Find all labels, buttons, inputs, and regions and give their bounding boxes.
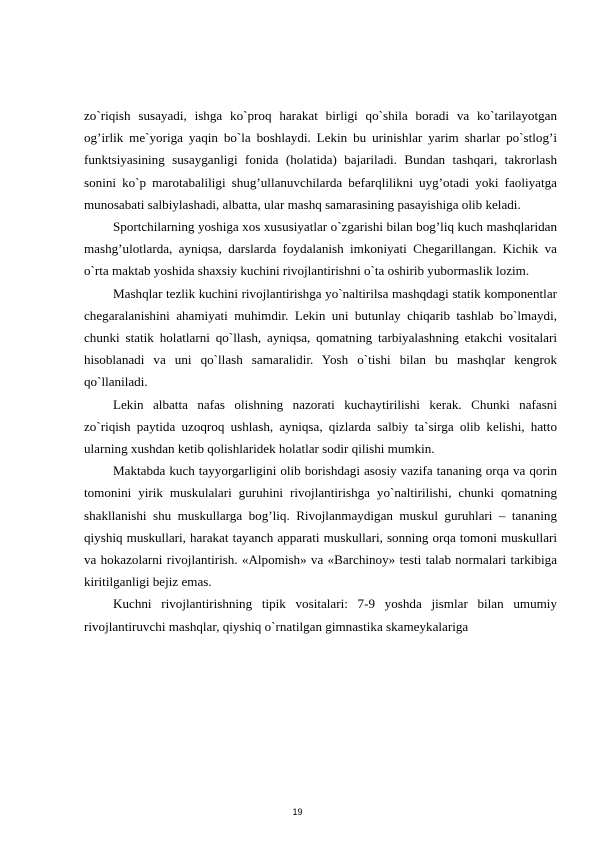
paragraph: Sportchilarning yoshiga xos xususiyatlar o`zgarishi bilan bog’liq kuch mashqlaridan mashg’ulotlarda, ayniqsa, darslarda foydalanish imkoniyati Chegarillangan. Kichik va o`rta maktab yoshida shaxsiy kuchini rivojlantirishni o`ta oshirib yubormaslik lozim. (84, 219, 557, 279)
document-body (84, 105, 557, 638)
paragraph: zo`riqish susayadi, ishga ko`proq harakat birligi qo`shila boradi va ko`tarilayotgan og’irlik me`yoriga yaqin bo`la boshlaydi. Lekin bu urinishlar yarim sharlar po`stlog’i funktsiyasining susayganligi fonida (holatida) bajariladi. Bundan tashqari, takrorlash sonini ko`p marotabaliligi shug’ullanuvchilarda befarqlilikni uyg’otadi yoki faoliyatga munosabati salbiylashadi, albatta, ular mashq samarasining pasayishiga olib keladi. (84, 108, 557, 212)
paragraph: Kuchni rivojlantirishning tipik vositalari: 7-9 yoshda jismlar bilan umumiy rivojlantiruvchi mashqlar, qiyshiq o`rnatilgan gimnastika skameykalariga (84, 596, 557, 634)
page-number: 19 (292, 807, 303, 817)
paragraph: Maktabda kuch tayyorgarligini olib borishdagi asosiy vazifa tananing orqa va qorin tomonini yirik muskulalari guruhini rivojlantirishga yo`naltirilishi, chunki qomatning shakllanishi shu muskullarga bog’liq. Rivojlanmaydigan muskul guruhlari – tananing qiyshiq muskullari, harakat tayanch apparati muskullari, sonning orqa tomoni muskullari va hokazolarni rivojlantirish. «Alpomish» va «Barchinoy» testi talab normalari tarkibiga kiritilganligi bejiz emas. (84, 463, 557, 590)
paragraph: Lekin albatta nafas olishning nazorati kuchaytirilishi kerak. Chunki nafasni zo`riqish paytida uzoqroq ushlash, ayniqsa, qizlarda salbiy ta`sirga olib kelishi, hatto ularning xushdan ketib qolishlaridek holatlar sodir qilishi mumkin. (84, 396, 557, 457)
paragraph: Mashqlar tezlik kuchini rivojlantirishga yo`naltirilsa mashqdagi statik komponentlar chegaralanishini ahamiyati muhimdir. Lekin uni butunlay chiqarib tashlab bo`lmaydi, chunki statik holatlarni qo`llash, ayniqsa, qomatning tarbiyalashning etakchi vositalari hisoblanadi va uni qo`llash samaralidir. Yosh o`tishi bilan bu mashqlar kengrok qo`llaniladi. (84, 285, 557, 390)
